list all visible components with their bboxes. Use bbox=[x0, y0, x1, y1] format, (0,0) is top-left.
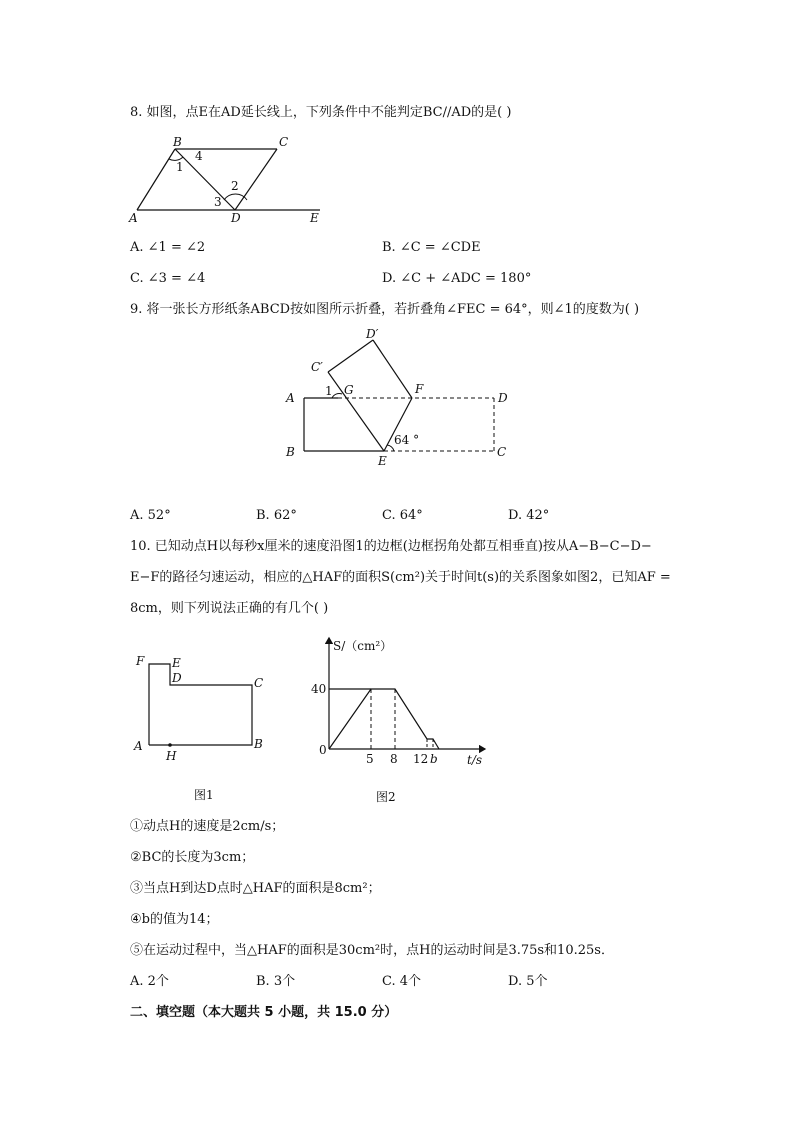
statement-2: ②BC的长度为3cm； bbox=[130, 850, 255, 865]
q9-option-d: D. 42° bbox=[508, 508, 550, 523]
point-H-label: H bbox=[166, 749, 177, 763]
point-E-label: E bbox=[172, 656, 181, 670]
point-C1-label: C′ bbox=[311, 360, 323, 374]
point-A-label: A bbox=[134, 739, 143, 753]
statement-5: ⑤在运动过程中，当△HAF的面积是30cm²时，点H的运动时间是3.75s和10.25s． bbox=[130, 943, 614, 958]
point-C-label: C bbox=[497, 445, 507, 459]
point-F-label: F bbox=[415, 382, 424, 396]
segment-AB bbox=[137, 149, 175, 210]
point-C-label: C bbox=[279, 135, 289, 149]
point-D1-label: D′ bbox=[366, 327, 379, 341]
point-D-label: D bbox=[231, 211, 241, 225]
point-B-label: B bbox=[254, 737, 263, 751]
q8-option-b: B. ∠C = ∠CDE bbox=[382, 240, 481, 255]
x-tick-b: b bbox=[430, 752, 438, 766]
angle-1-label: 1 bbox=[176, 160, 184, 174]
graph-line bbox=[329, 689, 439, 749]
q10-option-a: A. 2个 bbox=[130, 974, 169, 989]
question-10-figure-1 bbox=[130, 648, 270, 768]
segment-CD bbox=[235, 149, 277, 210]
q10-option-b: B. 3个 bbox=[256, 974, 296, 989]
figure-2-caption: 图2 bbox=[376, 790, 396, 804]
question-10-stem-line3: 8cm，则下列说法正确的有几个( ) bbox=[130, 601, 329, 616]
q8-option-a: A. ∠1 = ∠2 bbox=[130, 240, 206, 255]
angle-2-label: 2 bbox=[231, 179, 239, 193]
angle-64-label: 64 ° bbox=[394, 433, 420, 447]
question-10-stem-line2: E−F的路径匀速运动，相应的△HAF的面积S(cm²)关于时间t(s)的关系图象如图2，已知AF = bbox=[130, 570, 671, 585]
angle-4-label: 4 bbox=[195, 149, 203, 163]
x-tick-12: 12 bbox=[413, 752, 429, 766]
angle-1-arc bbox=[332, 393, 342, 398]
q9-option-c: C. 64° bbox=[382, 508, 423, 523]
point-F-label: F bbox=[136, 654, 145, 668]
x-axis-label: t/s bbox=[467, 753, 483, 767]
point-C-label: C bbox=[254, 676, 264, 690]
segment-BD bbox=[175, 149, 235, 210]
question-8-stem: 8. 如图，点E在AD延长线上，下列条件中不能判定BC//AD的是( ) bbox=[130, 105, 512, 120]
point-E-label: E bbox=[378, 454, 387, 468]
point-B-label: B bbox=[286, 445, 295, 459]
point-A-label: A bbox=[286, 391, 295, 405]
angle-64-arc bbox=[387, 445, 394, 451]
angle-2-3-arc bbox=[224, 194, 247, 200]
segment-C1D1 bbox=[328, 340, 373, 372]
y-axis-label: S/（cm²） bbox=[333, 639, 393, 653]
angle-3-label: 3 bbox=[214, 195, 222, 209]
origin-label: 0 bbox=[319, 743, 327, 757]
x-tick-5: 5 bbox=[366, 752, 374, 766]
frame-path bbox=[149, 664, 252, 745]
angle-1-label: 1 bbox=[325, 384, 333, 398]
x-tick-8: 8 bbox=[390, 752, 398, 766]
question-8-figure bbox=[125, 130, 335, 225]
q10-option-d: D. 5个 bbox=[508, 974, 548, 989]
point-D-label: D bbox=[498, 391, 508, 405]
statement-1: ①动点H的速度是2cm/s； bbox=[130, 819, 285, 834]
segment-C1E bbox=[328, 372, 384, 451]
question-10-stem-line1: 10. 已知动点H以每秒x厘米的速度沿图1的边框(边框拐角处都互相垂直)按从A−B−C−D− bbox=[130, 539, 652, 554]
section-2-heading: 二、填空题（本大题共 5 小题，共 15.0 分） bbox=[130, 1005, 398, 1020]
segment-D1F bbox=[373, 340, 412, 398]
point-A-label: A bbox=[129, 211, 138, 225]
q8-option-c: C. ∠3 = ∠4 bbox=[130, 271, 206, 286]
q9-option-a: A. 52° bbox=[130, 508, 171, 523]
q8-option-d: D. ∠C + ∠ADC = 180° bbox=[382, 271, 532, 286]
q10-option-c: C. 4个 bbox=[382, 974, 422, 989]
figure-1-caption: 图1 bbox=[194, 788, 214, 802]
point-B-label: B bbox=[173, 135, 182, 149]
question-9-figure bbox=[280, 325, 520, 470]
point-E-label: E bbox=[310, 211, 319, 225]
q9-option-b: B. 62° bbox=[256, 508, 297, 523]
statement-3: ③当点H到达D点时△HAF的面积是8cm²； bbox=[130, 881, 381, 896]
point-D-label: D bbox=[172, 671, 182, 685]
question-9-stem: 9. 将一张长方形纸条ABCD按如图所示折叠，若折叠角∠FEC = 64°，则∠1的度数为( ) bbox=[130, 302, 640, 317]
point-H-dot bbox=[168, 743, 172, 747]
question-10-figure-2 bbox=[305, 632, 495, 772]
point-G-label: G bbox=[344, 383, 354, 397]
statement-4: ④b的值为14； bbox=[130, 912, 219, 927]
y-tick-40: 40 bbox=[311, 682, 327, 696]
